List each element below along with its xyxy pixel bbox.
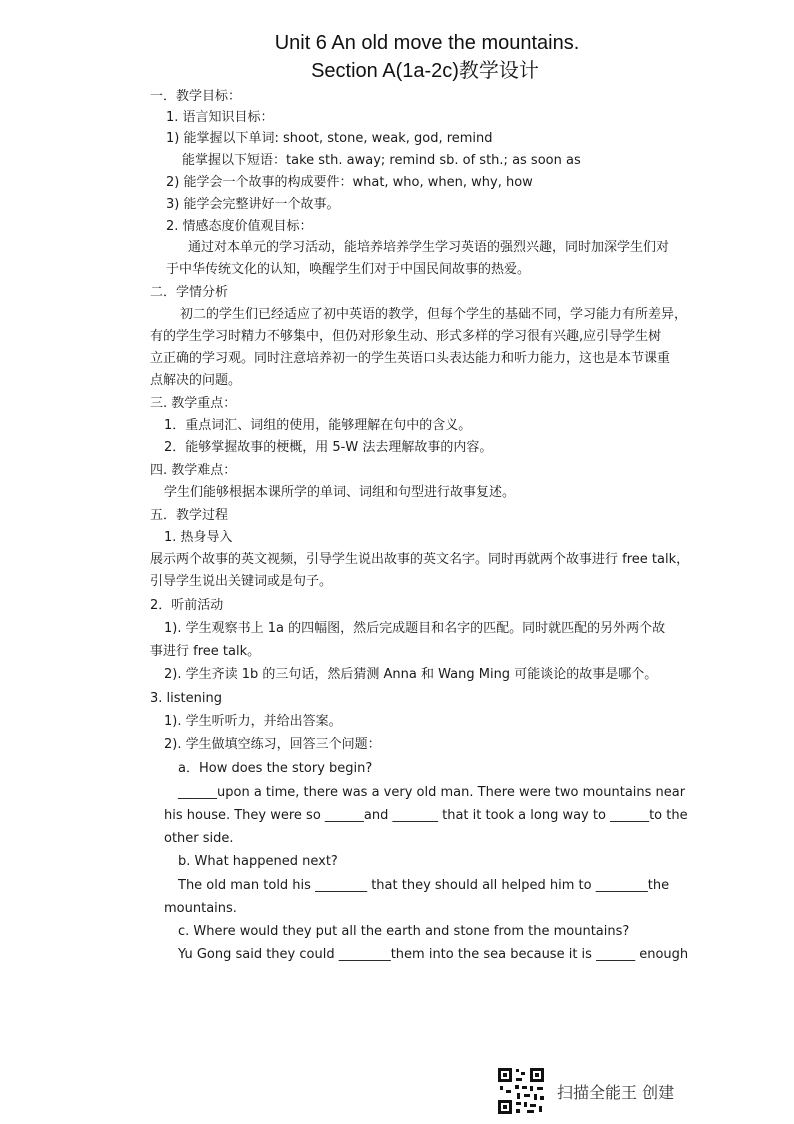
listening-1: 1). 学生听听力，并给出答案。 <box>164 714 342 729</box>
section-heading-objectives: 一．教学目标： <box>150 89 242 104</box>
analysis-text-3: 立正确的学习观。同时注意培养初一的学生英语口头表达能力和听力能力，这也是本节课重 <box>150 351 671 366</box>
document-subtitle: Section A(1a-2c)教学设计 <box>311 60 539 82</box>
pre-listening-2: 2). 学生齐读 1b 的三句话，然后猜测 Anna 和 Wang Ming 可能谈论的故事是哪个。 <box>164 667 658 682</box>
emotional-goals-text-2: 于中华传统文化的认知，唤醒学生们对于中国民间故事的热爱。 <box>166 262 531 277</box>
analysis-text-2: 有的学生学习时精力不够集中，但仍对形象生动、形式多样的学习很有兴趣,应引导学生树 <box>150 329 662 344</box>
analysis-text-1: 初二的学生们已经适应了初中英语的教学，但每个学生的基础不同，学习能力有所差异， <box>180 307 688 322</box>
document-title: Unit 6 An old move the mountains. <box>274 32 580 54</box>
question-a-line-3: other side. <box>164 831 234 846</box>
difficulty-text: 学生们能够根据本课所学的单词、词组和句型进行故事复述。 <box>164 485 516 500</box>
key-point-2: 2．能够掌握故事的梗概，用 5-W 法去理解故事的内容。 <box>164 440 493 455</box>
analysis-text-4: 点解决的问题。 <box>150 373 242 388</box>
listening-2: 2). 学生做填空练习，回答三个问题： <box>164 737 381 752</box>
question-b: b. What happened next? <box>178 854 338 869</box>
section-heading-key-points: 三. 教学重点： <box>150 396 237 411</box>
section-heading-process: 五．教学过程 <box>150 508 229 523</box>
pre-listening-1a: 1). 学生观察书上 1a 的四幅图，然后完成题目和名字的匹配。同时就匹配的另外两个故 <box>164 621 666 636</box>
step-pre-listening: 2．听前活动 <box>150 598 224 613</box>
question-b-line-2: mountains. <box>164 901 237 916</box>
question-a-line-2: his house. They were so ______and _______ that it took a long way to ______to the <box>164 808 688 823</box>
section-heading-analysis: 二．学情分析 <box>150 285 229 300</box>
warm-up-text-1: 展示两个故事的英文视频，引导学生说出故事的英文名字。同时再就两个故事进行 free talk， <box>150 552 690 567</box>
question-c: c. Where would they put all the earth and stone from the mountains? <box>178 924 630 939</box>
scanner-watermark: 扫描全能王 创建 <box>557 1083 675 1102</box>
emotional-goals-text-1: 通过对本单元的学习活动，能培养培养学生学习英语的强烈兴趣，同时加深学生们对 <box>188 240 670 255</box>
objective-phrases: 能掌握以下短语：take sth. away; remind sb. of sth.; as soon as <box>182 153 581 168</box>
step-listening: 3. listening <box>150 691 222 706</box>
question-b-line-1: The old man told his ________ that they should all helped him to ________the <box>178 878 670 893</box>
question-a: a．How does the story begin? <box>178 761 373 776</box>
objective-words: 1) 能掌握以下单词: shoot, stone, weak, god, remind <box>166 131 493 146</box>
objective-tell-story: 3) 能学会完整讲好一个故事。 <box>166 197 340 212</box>
warm-up-text-2: 引导学生说出关键词或是句子。 <box>150 574 333 589</box>
subheading-language-goals: 1. 语言知识目标： <box>166 110 274 125</box>
question-a-line-1: ______upon a time, there was a very old man. There were two mountains near <box>178 785 686 800</box>
question-c-line-1: Yu Gong said they could ________them into the sea because it is ______ enough <box>178 947 689 962</box>
section-heading-difficulties: 四. 教学难点： <box>150 463 237 478</box>
pre-listening-1b: 事进行 free talk。 <box>150 644 261 659</box>
key-point-1: 1．重点词汇、词组的使用，能够理解在句中的含义。 <box>164 418 472 433</box>
subheading-emotional-goals: 2. 情感态度价值观目标： <box>166 219 313 234</box>
qr-code-icon <box>496 1066 546 1116</box>
step-warm-up: 1. 热身导入 <box>164 530 233 545</box>
objective-story-elements: 2) 能学会一个故事的构成要件：what, who, when, why, how <box>166 175 533 190</box>
